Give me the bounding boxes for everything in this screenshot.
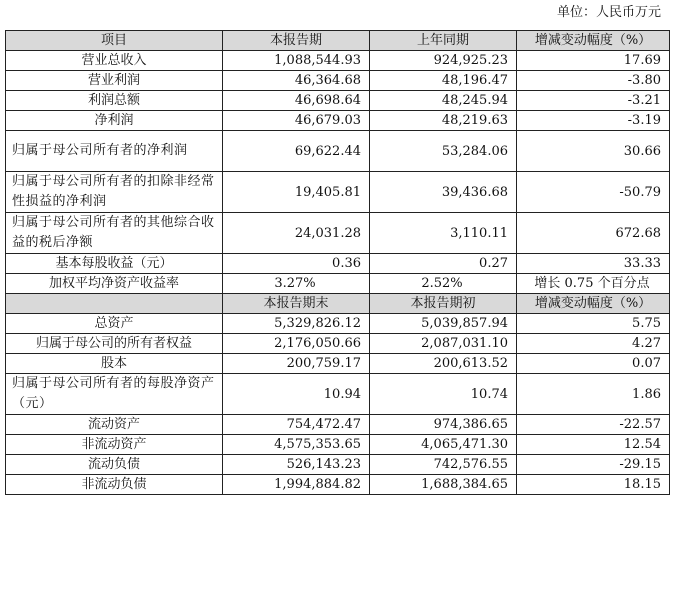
prior-value: 924,925.23 — [370, 51, 517, 71]
prior-value: 1,688,384.65 — [370, 475, 517, 495]
change-value: 4.27 — [517, 334, 670, 354]
current-value: 1,994,884.82 — [223, 475, 370, 495]
subheader-cell-change-pct: 增减变动幅度（%） — [517, 294, 670, 314]
prior-value: 4,065,471.30 — [370, 435, 517, 455]
prior-value: 200,613.52 — [370, 354, 517, 374]
change-value: 17.69 — [517, 51, 670, 71]
table-row — [6, 254, 670, 274]
table-row — [6, 274, 670, 294]
change-value: 0.07 — [517, 354, 670, 374]
change-value: 33.33 — [517, 254, 670, 274]
prior-value: 0.27 — [370, 254, 517, 274]
prior-value: 974,386.65 — [370, 415, 517, 435]
table-header-row — [6, 31, 670, 51]
change-value: -22.57 — [517, 415, 670, 435]
current-value: 46,698.64 — [223, 91, 370, 111]
row-label: 归属于母公司的所有者权益 — [6, 334, 223, 354]
current-value: 69,622.44 — [223, 131, 370, 172]
change-value: -29.15 — [517, 455, 670, 475]
header-cell-item: 项目 — [6, 31, 223, 51]
prior-value: 48,245.94 — [370, 91, 517, 111]
unit-note: 单位：人民币万元 — [556, 5, 661, 20]
current-value: 46,364.68 — [223, 71, 370, 91]
table-row — [6, 91, 670, 111]
prior-value: 48,219.63 — [370, 111, 517, 131]
prior-value: 5,039,857.94 — [370, 314, 517, 334]
current-value: 24,031.28 — [223, 213, 370, 254]
prior-value: 2.52% — [370, 274, 517, 294]
subheader-cell-period-start: 本报告期初 — [370, 294, 517, 314]
change-value: 1.86 — [517, 374, 670, 415]
table-row — [6, 213, 670, 254]
prior-value: 3,110.11 — [370, 213, 517, 254]
financial-summary-table — [5, 30, 670, 495]
header-cell-prior-period: 上年同期 — [370, 31, 517, 51]
change-value: -50.79 — [517, 172, 670, 213]
change-value: 5.75 — [517, 314, 670, 334]
row-label: 归属于母公司所有者的净利润 — [6, 131, 223, 172]
change-value: -3.19 — [517, 111, 670, 131]
prior-value: 53,284.06 — [370, 131, 517, 172]
table-row — [6, 172, 670, 213]
current-value: 754,472.47 — [223, 415, 370, 435]
table-row — [6, 455, 670, 475]
row-label: 营业总收入 — [6, 51, 223, 71]
table-row — [6, 314, 670, 334]
table-row — [6, 354, 670, 374]
change-value: 672.68 — [517, 213, 670, 254]
current-value: 5,329,826.12 — [223, 314, 370, 334]
prior-value: 742,576.55 — [370, 455, 517, 475]
subheader-cell-item — [6, 294, 223, 314]
change-value: 30.66 — [517, 131, 670, 172]
row-label: 股本 — [6, 354, 223, 374]
change-value: 12.54 — [517, 435, 670, 455]
current-value: 4,575,353.65 — [223, 435, 370, 455]
row-label: 非流动资产 — [6, 435, 223, 455]
change-value: 18.15 — [517, 475, 670, 495]
table-row — [6, 71, 670, 91]
change-value: -3.21 — [517, 91, 670, 111]
current-value: 526,143.23 — [223, 455, 370, 475]
table-row — [6, 475, 670, 495]
current-value: 200,759.17 — [223, 354, 370, 374]
current-value: 2,176,050.66 — [223, 334, 370, 354]
current-value: 46,679.03 — [223, 111, 370, 131]
table-row — [6, 51, 670, 71]
current-value: 10.94 — [223, 374, 370, 415]
table-subheader-row — [6, 294, 670, 314]
row-label: 归属于母公司所有者的其他综合收益的税后净额 — [6, 213, 223, 254]
table-row — [6, 131, 670, 172]
row-label: 基本每股收益（元） — [6, 254, 223, 274]
row-label: 营业利润 — [6, 71, 223, 91]
change-value: 增长 0.75 个百分点 — [517, 274, 670, 294]
table-row — [6, 374, 670, 415]
header-cell-current-period: 本报告期 — [223, 31, 370, 51]
prior-value: 10.74 — [370, 374, 517, 415]
row-label: 利润总额 — [6, 91, 223, 111]
row-label: 流动资产 — [6, 415, 223, 435]
subheader-cell-period-end: 本报告期末 — [223, 294, 370, 314]
current-value: 19,405.81 — [223, 172, 370, 213]
current-value: 3.27% — [223, 274, 370, 294]
change-value: -3.80 — [517, 71, 670, 91]
row-label: 加权平均净资产收益率 — [6, 274, 223, 294]
table-row — [6, 415, 670, 435]
current-value: 1,088,544.93 — [223, 51, 370, 71]
prior-value: 39,436.68 — [370, 172, 517, 213]
row-label: 净利润 — [6, 111, 223, 131]
row-label: 非流动负债 — [6, 475, 223, 495]
current-value: 0.36 — [223, 254, 370, 274]
prior-value: 48,196.47 — [370, 71, 517, 91]
header-cell-change-pct: 增减变动幅度（%） — [517, 31, 670, 51]
row-label: 归属于母公司所有者的扣除非经常性损益的净利润 — [6, 172, 223, 213]
row-label: 流动负债 — [6, 455, 223, 475]
row-label: 归属于母公司所有者的每股净资产（元） — [6, 374, 223, 415]
table-row — [6, 334, 670, 354]
prior-value: 2,087,031.10 — [370, 334, 517, 354]
table-row — [6, 111, 670, 131]
row-label: 总资产 — [6, 314, 223, 334]
table-row — [6, 435, 670, 455]
